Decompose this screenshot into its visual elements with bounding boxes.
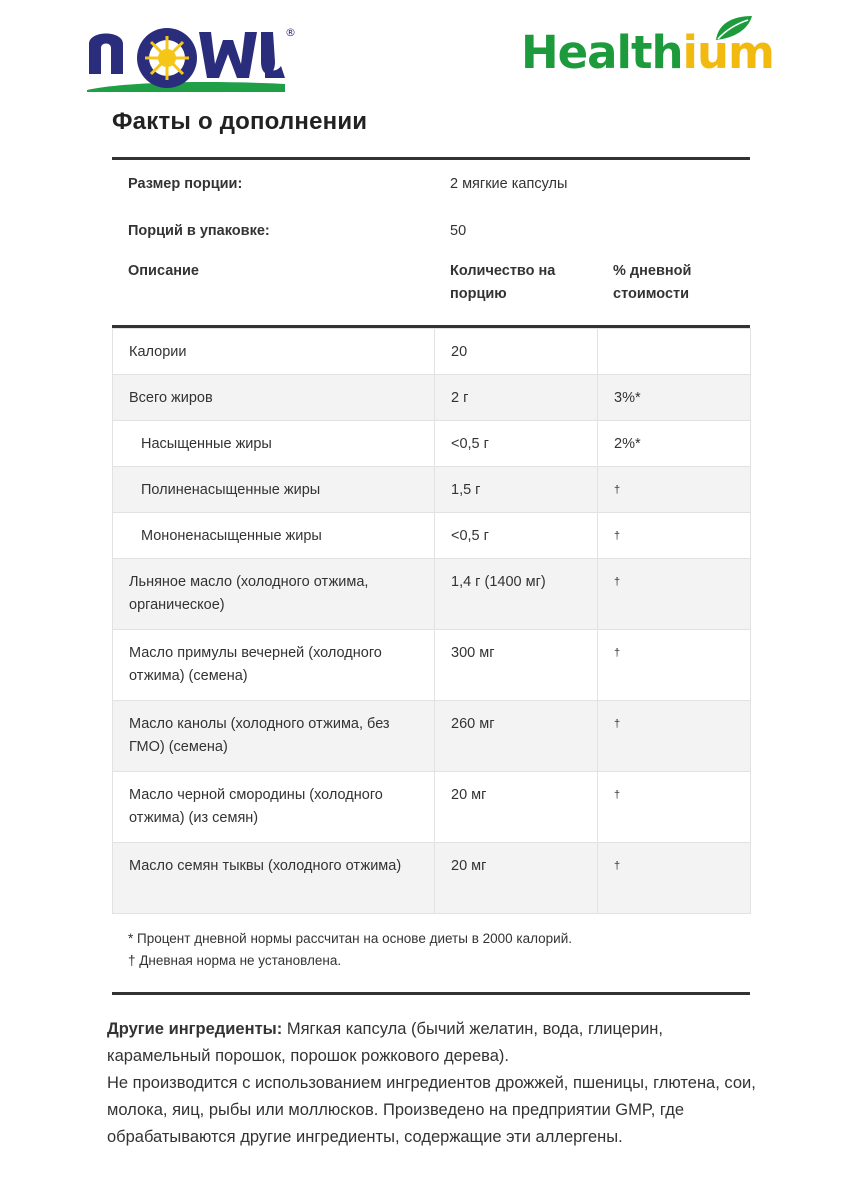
table-row	[113, 513, 751, 559]
footnote-not-established: † Дневная норма не установлена.	[128, 953, 342, 968]
table-row	[113, 630, 751, 701]
serving-size-value: 2 мягкие капсулы	[450, 175, 568, 192]
nutrient-name: Мононенасыщенные жиры	[113, 513, 435, 559]
allergen-note: Не производится с использованием ингредиентов дрожжей, пшеницы, глютена, сои, молока, яиц, рыбы или моллюсков. Произведено на предприятии GMP, где обрабатываются другие ингредиенты, содержащие эти аллергены.	[107, 1074, 756, 1146]
healthium-wordmark-part2: ium	[682, 26, 774, 79]
table-row	[113, 421, 751, 467]
servings-per-container-row	[112, 207, 750, 254]
table-row	[113, 772, 751, 843]
nutrient-amount: 300 мг	[435, 630, 598, 701]
nutrient-daily-value: †	[598, 467, 751, 513]
nutrition-table	[112, 328, 751, 914]
nutrient-daily-value: †	[598, 772, 751, 843]
nutrient-name: Масло канолы (холодного отжима, без ГМО) (семена)	[113, 701, 435, 772]
table-row	[113, 329, 751, 375]
nutrient-daily-value: †	[598, 843, 751, 914]
nutrient-daily-value	[598, 329, 751, 375]
column-header-amount: Количество на порцию	[450, 263, 556, 302]
nutrient-amount: 1,4 г (1400 мг)	[435, 559, 598, 630]
nutrient-daily-value: †	[598, 630, 751, 701]
footnotes	[112, 914, 750, 972]
nutrient-amount: 20	[435, 329, 598, 375]
nutrient-daily-value: †	[598, 701, 751, 772]
bottom-divider	[112, 992, 750, 995]
table-header	[112, 254, 750, 325]
nutrient-name: Масло черной смородины (холодного отжима) (из семян)	[113, 772, 435, 843]
nutrient-daily-value: 2%*	[598, 421, 751, 467]
healthium-logo	[515, 14, 785, 84]
other-ingredients	[107, 1016, 757, 1151]
other-ingredients-text: Мягкая капсула (бычий желатин, вода, глицерин, карамельный порошок, порошок рожкового дерева).	[107, 1020, 663, 1065]
nutrient-name: Масло семян тыквы (холодного отжима)	[113, 843, 435, 914]
nutrient-amount: <0,5 г	[435, 421, 598, 467]
nutrient-daily-value: †	[598, 559, 751, 630]
page-title: Факты о дополнении	[112, 108, 368, 135]
serving-size-row	[112, 160, 750, 207]
column-header-description: Описание	[128, 263, 199, 279]
nutrient-name: Насыщенные жиры	[113, 421, 435, 467]
table-row	[113, 701, 751, 772]
trademark-mark: ®	[285, 26, 296, 39]
servings-per-container-value: 50	[450, 222, 467, 239]
table-row	[113, 375, 751, 421]
nutrient-amount: 1,5 г	[435, 467, 598, 513]
now-logo	[85, 22, 300, 94]
nutrient-daily-value: 3%*	[598, 375, 751, 421]
supplement-facts	[112, 157, 750, 972]
table-row	[113, 843, 751, 914]
table-row	[113, 467, 751, 513]
healthium-wordmark	[521, 28, 774, 78]
nutrient-daily-value: †	[598, 513, 751, 559]
table-row	[113, 559, 751, 630]
footnote-daily-value: * Процент дневной нормы рассчитан на основе диеты в 2000 калорий.	[128, 931, 572, 946]
servings-per-container-label: Порций в упаковке:	[128, 222, 270, 239]
nutrient-name: Масло примулы вечерней (холодного отжима) (семена)	[113, 630, 435, 701]
healthium-wordmark-part1: Health	[521, 26, 683, 79]
nutrient-amount: 2 г	[435, 375, 598, 421]
nutrient-name: Всего жиров	[113, 375, 435, 421]
column-header-daily-value: % дневной стоимости	[613, 263, 692, 302]
serving-size-label: Размер порции:	[128, 175, 243, 192]
nutrient-amount: 260 мг	[435, 701, 598, 772]
nutrient-amount: <0,5 г	[435, 513, 598, 559]
nutrient-amount: 20 мг	[435, 772, 598, 843]
nutrient-amount: 20 мг	[435, 843, 598, 914]
nutrient-name: Льняное масло (холодного отжима, органическое)	[113, 559, 435, 630]
other-ingredients-label: Другие ингредиенты:	[107, 1020, 283, 1038]
nutrient-name: Калории	[113, 329, 435, 375]
nutrient-name: Полиненасыщенные жиры	[113, 467, 435, 513]
